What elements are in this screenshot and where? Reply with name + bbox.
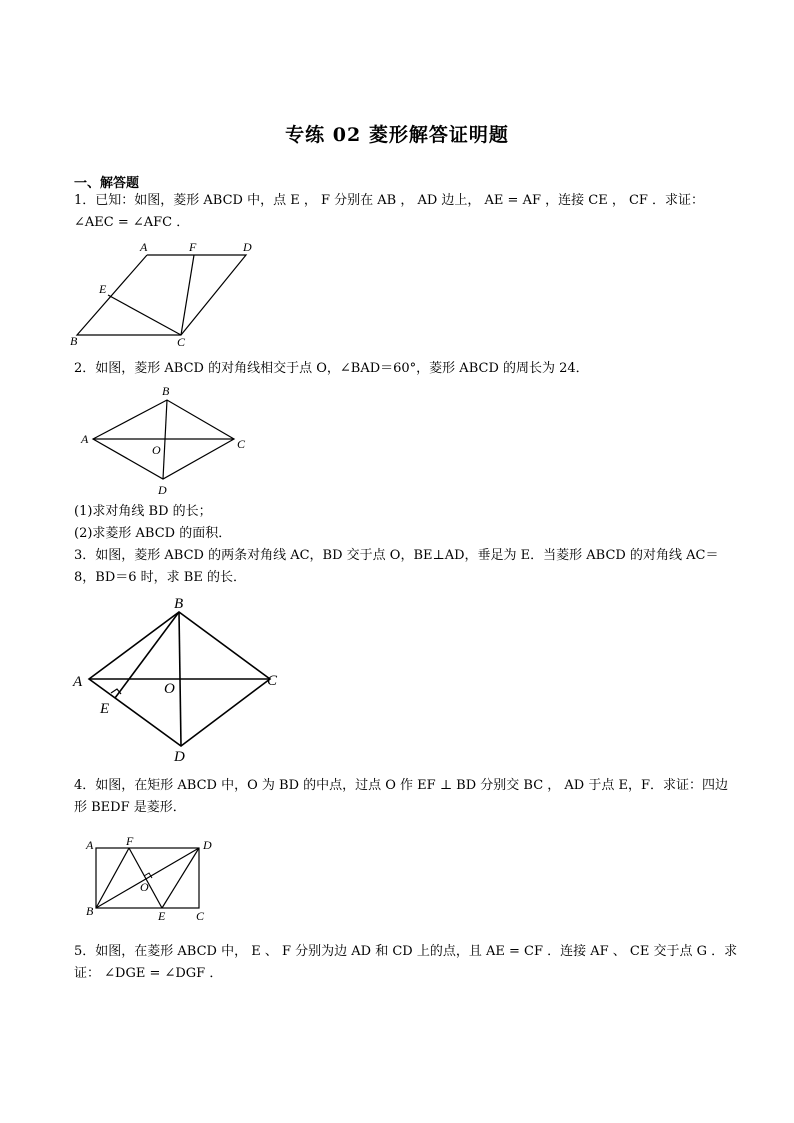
problem-2-line-1: 2．如图，菱形 ABCD 的对角线相交于点 O，∠BAD＝60°，菱形 ABCD 的周长为 24． (74, 361, 589, 376)
fig4-segment-ed (162, 848, 199, 908)
problem-2-sub-2: (2)求菱形 ABCD 的面积． (74, 526, 232, 541)
fig2-label-c: C (237, 437, 246, 451)
fig3-label-e: E (100, 701, 110, 717)
figure-1-rhombus (60, 236, 270, 348)
section-heading: 一、解答题 (74, 176, 140, 191)
problem-3-line-2: 8，BD＝6 时，求 BE 的长． (74, 570, 246, 585)
problem-5-line-1: 5．如图，在菱形 ABCD 中， E 、 F 分别为边 AD 和 CD 上的点，且 AE = CF ．连接 AF 、 CE 交于点 G ．求 (74, 944, 738, 959)
fig1-label-a: A (140, 240, 148, 254)
fig2-label-a: A (81, 432, 89, 446)
problem-1-line-2: ∠AEC = ∠AFC ． (74, 215, 190, 230)
fig1-segment-ce (108, 295, 181, 335)
figure-2-rhombus (74, 382, 254, 500)
page-title: 专练 02 菱形解答证明题 (285, 124, 509, 146)
fig1-label-d: D (243, 240, 252, 254)
problem-5-line-2: 证： ∠DGE = ∠DGF ． (74, 966, 223, 981)
problem-4-line-2: 形 BEDF 是菱形． (74, 800, 186, 815)
figure-4-rectangle (74, 830, 234, 926)
fig1-label-f: F (189, 240, 197, 254)
fig1-label-c: C (177, 335, 186, 348)
fig4-label-b: B (86, 904, 94, 918)
fig2-label-b: B (162, 384, 170, 398)
fig2-label-o: O (152, 443, 161, 457)
fig1-segment-cf (181, 255, 194, 335)
fig1-label-e: E (99, 282, 107, 296)
fig3-label-o: O (164, 681, 175, 697)
fig4-label-d: D (203, 838, 212, 852)
fig4-label-c: C (196, 909, 205, 923)
fig4-label-o: O (140, 880, 149, 894)
fig4-label-f: F (126, 834, 134, 848)
fig2-label-d: D (158, 483, 167, 497)
fig3-label-c: C (267, 673, 278, 689)
fig4-label-e: E (158, 909, 166, 923)
problem-4-line-1: 4．如图，在矩形 ABCD 中，O 为 BD 的中点，过点 O 作 EF ⊥ BD 分别交 BC ， AD 于点 E，F．求证：四边 (74, 778, 729, 793)
fig4-segment-fe (129, 848, 162, 908)
problem-2-sub-1: (1)求对角线 BD 的长； (74, 504, 212, 519)
fig3-label-b: B (174, 596, 184, 612)
fig4-label-a: A (86, 838, 94, 852)
fig3-diagonal-bd (179, 612, 181, 746)
fig3-label-d: D (174, 749, 185, 765)
problem-3-line-1: 3．如图，菱形 ABCD 的两条对角线 AC，BD 交于点 O，BE⊥AD，垂足为 E．当菱形 ABCD 的对角线 AC＝ (74, 548, 719, 563)
fig1-label-b: B (70, 334, 78, 348)
fig3-label-a: A (73, 674, 83, 690)
figure-3-rhombus (60, 590, 300, 770)
fig4-diagonal-bd (96, 848, 199, 908)
problem-1-line-1: 1．已知：如图，菱形 ABCD 中，点 E ， F 分别在 AB ， AD 边上， AE = AF ，连接 CE ， CF ．求证： (74, 193, 705, 208)
